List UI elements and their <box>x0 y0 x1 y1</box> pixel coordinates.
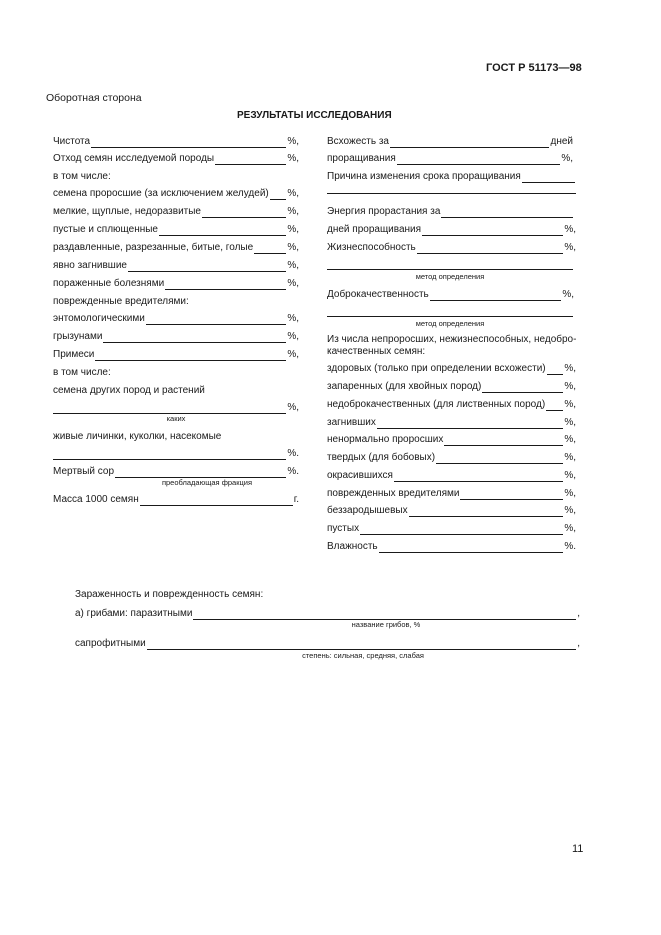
waste-field[interactable] <box>215 155 286 165</box>
hard-row <box>327 452 576 464</box>
pestdmg-field[interactable] <box>460 490 563 500</box>
impurity-label: Примеси <box>53 349 95 360</box>
bad-label: недоброкачественных (для лиственных пород) <box>327 399 546 410</box>
quality-label: Доброкачественность <box>327 289 429 300</box>
fraction-caption: преобладающая фракция <box>161 478 253 487</box>
energy-label-b: дней проращивания <box>327 224 422 235</box>
fungi-label: а) грибами: паразитными <box>75 608 193 619</box>
insects-field[interactable] <box>53 450 286 460</box>
nongerm-label: Из числа непроросших, нежизнеспособных, недобро- <box>327 334 577 345</box>
steamed-label: запаренных (для хвойных пород) <box>327 381 482 392</box>
colored-label: окрасившихся <box>327 470 393 481</box>
page-number: 11 <box>572 843 584 855</box>
moisture-field[interactable] <box>379 543 564 553</box>
quality-field[interactable] <box>430 291 562 301</box>
small-row <box>53 206 299 218</box>
pct: %, <box>564 417 576 428</box>
other-seeds-row <box>53 402 299 414</box>
embryoless-label: беззародышевых <box>327 505 408 516</box>
small-field[interactable] <box>202 208 286 218</box>
insects-label: живые личинки, куколки, насекомые <box>53 431 222 442</box>
rodents-row <box>53 331 299 343</box>
hard-field[interactable] <box>436 454 563 464</box>
hard-label: твердых (для бобовых) <box>327 452 436 463</box>
emptyr-row <box>327 523 576 535</box>
abnormal-label: ненормально проросших <box>327 434 444 445</box>
rodents-field[interactable] <box>103 333 286 343</box>
moisture-label: Влажность <box>327 541 378 552</box>
pct: %, <box>287 278 299 289</box>
steamed-row <box>327 381 576 393</box>
comma: , <box>577 608 580 619</box>
rotten-row <box>53 260 299 272</box>
diseased-field[interactable] <box>165 280 286 290</box>
incl2-label: в том числе: <box>53 367 111 378</box>
pct: %, <box>564 505 576 516</box>
side-label: Оборотная сторона <box>46 92 142 104</box>
mass-row <box>53 494 299 506</box>
days-unit: дней <box>550 136 573 147</box>
pct: %, <box>287 136 299 147</box>
diseased-label: пораженные болезнями <box>53 278 165 289</box>
healthy-label: здоровых (только при определении всхожести) <box>327 363 546 374</box>
pct: %. <box>287 448 299 459</box>
healthy-row <box>327 363 576 375</box>
reason-field[interactable] <box>522 173 575 183</box>
incl-label: в том числе: <box>53 171 111 182</box>
empty-label: пустые и сплющенные <box>53 224 158 235</box>
waste-label: Отход семян исследуемой породы <box>53 153 215 164</box>
other-seeds-field[interactable] <box>53 404 286 414</box>
empty-field[interactable] <box>159 226 286 236</box>
pct: %, <box>287 331 299 342</box>
sapro-field[interactable] <box>147 640 577 650</box>
pct: %, <box>287 260 299 271</box>
entomo-row <box>53 313 299 325</box>
steamed-field[interactable] <box>482 383 563 393</box>
pct: %, <box>564 399 576 410</box>
entomo-field[interactable] <box>146 315 287 325</box>
pestdmg-row <box>327 488 576 500</box>
pests-label: поврежденные вредителями: <box>53 296 189 307</box>
pct: %, <box>287 153 299 164</box>
fungi-caption: название грибов, % <box>351 620 421 629</box>
energy-row-b <box>327 224 576 236</box>
germ-days-field[interactable] <box>390 138 550 148</box>
pct: %, <box>561 153 573 164</box>
document-number: ГОСТ Р 51173—98 <box>486 62 582 74</box>
germ-row-a <box>327 136 573 148</box>
insects-row <box>53 448 299 460</box>
pct: %, <box>564 470 576 481</box>
energy-label: Энергия прорастания за <box>327 206 441 217</box>
healthy-field[interactable] <box>547 365 564 375</box>
pct: %, <box>564 242 576 253</box>
pct: %, <box>564 488 576 499</box>
rotten-label: явно загнившие <box>53 260 127 271</box>
viability-row <box>327 242 576 254</box>
colored-row <box>327 470 576 482</box>
comma: , <box>577 638 580 649</box>
pct: %, <box>564 452 576 463</box>
pct: %, <box>564 434 576 445</box>
pct: %, <box>287 349 299 360</box>
pct: %, <box>287 206 299 217</box>
mass-label: Масса 1000 семян <box>53 494 139 505</box>
rotted-row <box>327 417 576 429</box>
purity-row <box>53 136 299 148</box>
pct: %, <box>564 363 576 374</box>
degree-caption: степень: сильная, средняя, слабая <box>302 651 424 660</box>
germ-label-b: проращивания <box>327 153 396 164</box>
rotted-field[interactable] <box>377 419 564 429</box>
infest-label: Зараженность и поврежденность семян: <box>75 589 264 600</box>
dead-field[interactable] <box>115 468 286 478</box>
reason-field-2[interactable] <box>327 193 576 194</box>
germ-row-b <box>327 153 573 165</box>
quality-method-field[interactable] <box>327 316 573 317</box>
reason-label: Причина изменения срока проращивания <box>327 171 521 182</box>
pct: %, <box>564 523 576 534</box>
crushed-row <box>53 242 299 254</box>
germ-label: Всхожесть за <box>327 136 389 147</box>
abnormal-field[interactable] <box>444 436 563 446</box>
sapro-row <box>75 638 580 650</box>
fungi-row <box>75 608 580 620</box>
page-title: РЕЗУЛЬТАТЫ ИССЛЕДОВАНИЯ <box>237 110 392 121</box>
pct: %, <box>564 381 576 392</box>
rodents-label: грызунами <box>53 331 103 342</box>
emptyr-label: пустых <box>327 523 360 534</box>
crushed-field[interactable] <box>254 244 286 254</box>
method-caption: метод определения <box>415 272 485 281</box>
viability-label: Жизнеспособность <box>327 242 416 253</box>
pct: %, <box>562 289 574 300</box>
rotted-label: загнивших <box>327 417 376 428</box>
pct: %, <box>287 188 299 199</box>
other-seeds-label: семена других пород и растений <box>53 385 205 396</box>
pestdmg-label: поврежденных вредителями <box>327 488 460 499</box>
small-label: мелкие, щуплые, недоразвитые <box>53 206 201 217</box>
pct: %. <box>564 541 576 552</box>
moisture-row <box>327 541 576 553</box>
sprouted-field[interactable] <box>270 190 287 200</box>
viability-method-field[interactable] <box>327 269 573 270</box>
germ-field[interactable] <box>397 155 561 165</box>
which-caption: каких <box>166 414 186 423</box>
pct: %, <box>287 402 299 413</box>
quality-row <box>327 289 574 301</box>
nongerm-label-2: качественных семян: <box>327 346 426 357</box>
entomo-label: энтомологическими <box>53 313 145 324</box>
abnormal-row <box>327 434 576 446</box>
pct: %, <box>287 224 299 235</box>
rotten-field[interactable] <box>128 262 286 272</box>
pct: %, <box>564 224 576 235</box>
method2-caption: метод определения <box>415 319 485 328</box>
sapro-label: сапрофитными <box>75 638 146 649</box>
reason-row <box>327 171 576 183</box>
purity-field[interactable] <box>91 138 286 148</box>
gram-unit: г. <box>293 494 299 505</box>
sprouted-row <box>53 188 299 200</box>
pct: %, <box>287 313 299 324</box>
crushed-label: раздавленные, разрезанные, битые, голые <box>53 242 254 253</box>
impurity-field[interactable] <box>95 351 286 361</box>
energy-days-field[interactable] <box>441 208 573 218</box>
diseased-row <box>53 278 299 290</box>
waste-row <box>53 153 299 165</box>
bad-row <box>327 399 576 411</box>
embryoless-field[interactable] <box>409 507 564 517</box>
dead-row <box>53 466 299 478</box>
dead-label: Мертвый сор <box>53 466 115 477</box>
impurity-row <box>53 349 299 361</box>
empty-row <box>53 224 299 236</box>
emptyr-field[interactable] <box>360 525 563 535</box>
colored-field[interactable] <box>394 472 563 482</box>
fungi-field[interactable] <box>193 610 576 620</box>
energy-field[interactable] <box>422 226 563 236</box>
viability-field[interactable] <box>417 244 564 254</box>
pct: %. <box>287 466 299 477</box>
sprouted-label: семена проросшие (за исключением желудей) <box>53 188 269 199</box>
energy-row-a <box>327 206 574 218</box>
mass-field[interactable] <box>140 496 293 506</box>
embryoless-row <box>327 505 576 517</box>
purity-label: Чистота <box>53 136 91 147</box>
pct: %, <box>287 242 299 253</box>
bad-field[interactable] <box>546 401 563 411</box>
